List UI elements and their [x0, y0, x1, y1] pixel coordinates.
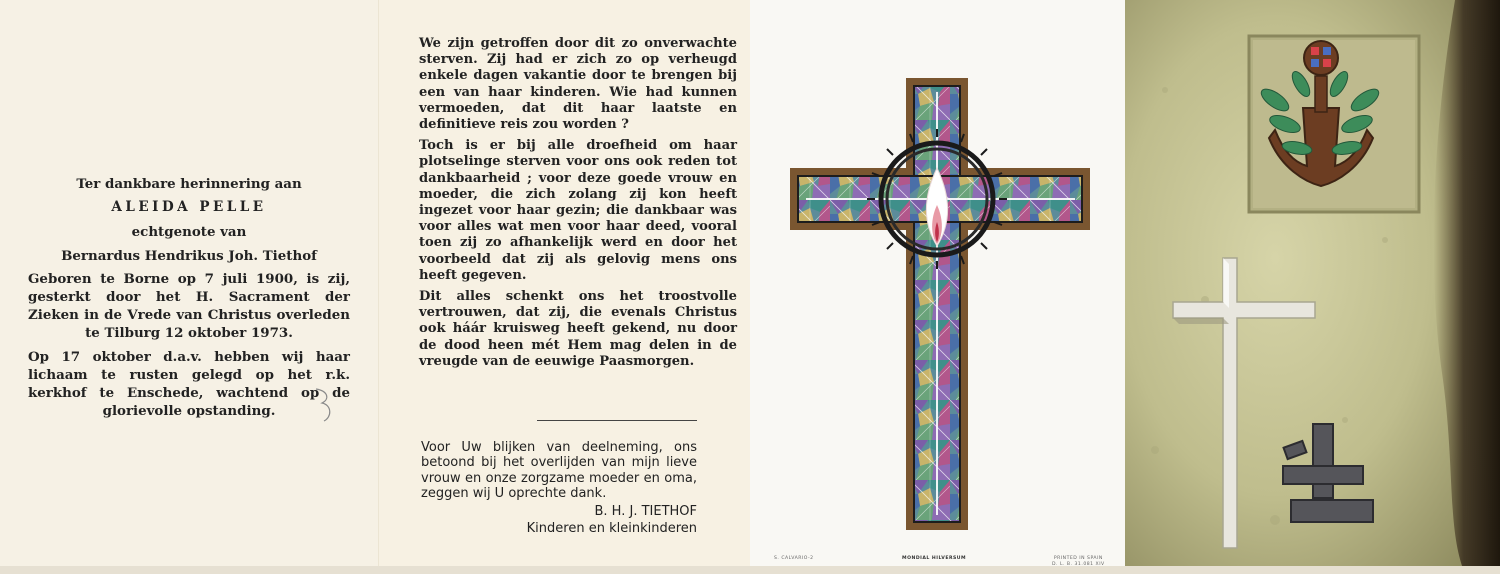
birth-death-paragraph: Geboren te Borne op 7 juli 1900, is zij, gesterkt door het H. Sacrament der Zieken in de Vrede van Christus overleden te Tilburg 12 oktober 1973. [28, 270, 350, 342]
print-origin-line-1: PRINTED IN SPAIN [1053, 556, 1103, 561]
printer-name: MONDIAL HILVERSUM [902, 556, 967, 561]
family-line: Kinderen en kleinkinderen [526, 521, 697, 536]
burial-paragraph: Op 17 oktober d.a.v. hebben wij haar lichaam te rusten gelegd op het r.k. kerkhof te Enschede, wachtend op de glorievolle opstanding. [28, 348, 350, 420]
card-panel-in-memoriam [0, 0, 378, 574]
card-panel-back [1125, 0, 1500, 574]
signature-name: B. H. J. TIETHOF [594, 504, 697, 519]
memorial-text [28, 175, 350, 425]
spouse-intro: echtgenote van [131, 224, 247, 241]
card-panel-cross [750, 0, 1125, 574]
pencil-annotation-icon [310, 385, 338, 427]
reflection-paragraph-2: Toch is er bij alle droefheid om haar plotselinge sterven voor ons ook reden tot dankbaarheid ; voor deze goede vrouw en moeder, die zich zolang zij kon heeft ingezet voor haar gezin; die dankbaar was voor alles wat men voor haar deed, vooral toen zij zo afhankelijk werd en door het voorbeeld dat zij als gelovig mens ons heeft gegeven. [419, 138, 737, 283]
reflection-paragraph-1: We zijn getroffen door dit zo onverwachte sterven. Zij had er zich zo op verheugd enkele dagen vakantie door te brengen bij een van haar kinderen. Wie had kunnen vermoeden, dat dit haar laatste en definitieve reis zou worden ? [419, 36, 737, 133]
scan-bottom-edge [0, 566, 1500, 574]
reflection-paragraph-3: Dit alles schenkt ons het troostvolle vertrouwen, dat zij, die evenals Christus ook háár kruisweg heeft gekend, nu door de dood heen mét Hem mag delen in de vreugde van de eeuwige Paasmorgen. [419, 289, 737, 369]
print-origin-line-2: D. L. B. 31.081 XIV [1052, 561, 1105, 567]
divider [537, 420, 697, 421]
signature-block [421, 503, 697, 537]
anchor-relief-icon [1249, 36, 1419, 212]
stained-glass-cross-icon [750, 0, 1125, 574]
deceased-name: ALEIDA PELLE [111, 199, 267, 216]
intro-line: Ter dankbare herinnering aan [76, 176, 302, 192]
spouse-name: Bernardus Hendrikus Joh. Tiethof [61, 247, 317, 264]
stone-relief-image [1125, 0, 1500, 574]
card-panel-text [378, 0, 750, 574]
print-code: S. CALVARIO-2 [774, 556, 814, 561]
reflection-text [419, 36, 737, 375]
thanks-text: Voor Uw blijken van deelneming, ons betoond bij het overlijden van mijn lieve vrouw en onze zorgzame moeder en oma, zeggen wij U oprechte dank. [421, 440, 697, 501]
